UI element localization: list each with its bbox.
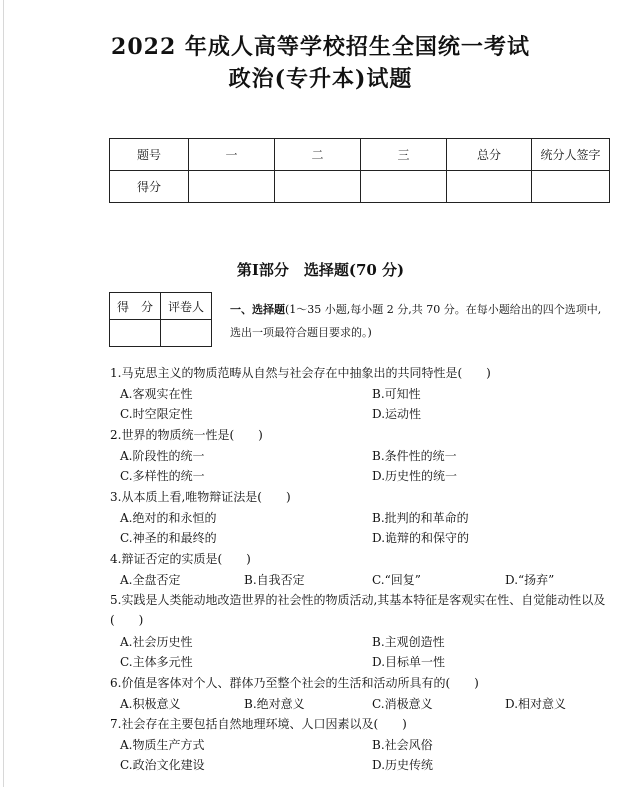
score-row-label: 得分 [110, 171, 189, 203]
score-col-label: 题号 [110, 139, 189, 171]
score-value-row [110, 171, 610, 203]
question-stem: 5.实践是人类能动地改造世界的社会性的物质活动,其基本特征是客观实在性、自觉能动性以及( ) [110, 593, 606, 627]
option: B.批判的和革命的 [372, 511, 469, 525]
option: A.全盘否定 [120, 573, 181, 587]
option: D.相对意义 [505, 697, 567, 711]
option: D.“扬弃” [505, 573, 555, 587]
option: C.主体多元性 [120, 655, 193, 669]
section-instructions [230, 298, 610, 344]
question-stem: 1.马克思主义的物质范畴从自然与社会存在中抽象出的共同特性是( ) [110, 366, 491, 380]
option: B.可知性 [372, 387, 421, 401]
score-table [109, 138, 610, 203]
grader-table [109, 292, 212, 347]
score-cell [447, 171, 532, 203]
option: C.时空限定性 [120, 407, 193, 421]
score-col-total: 总分 [447, 139, 532, 171]
score-col-1: 一 [189, 139, 275, 171]
option: D.历史性的统一 [372, 469, 458, 483]
score-cell [532, 171, 610, 203]
option: B.绝对意义 [244, 697, 305, 711]
option: D.目标单一性 [372, 655, 446, 669]
option: D.运动性 [372, 407, 422, 421]
score-cell [189, 171, 275, 203]
grader-name-label: 评卷人 [161, 293, 212, 320]
page-edge [3, 0, 4, 787]
question-stem: 6.价值是客体对个人、群体乃至整个社会的生活和活动所具有的( ) [110, 676, 479, 690]
question-stem: 7.社会存在主要包括自然地理环境、人口因素以及( ) [110, 717, 407, 731]
exam-subtitle: 政治(专升本)试题 [228, 66, 413, 92]
option: A.绝对的和永恒的 [120, 511, 217, 525]
grader-score-label: 得 分 [110, 293, 161, 320]
score-col-2: 二 [275, 139, 361, 171]
option: A.社会历史性 [120, 635, 193, 649]
option: A.积极意义 [120, 697, 181, 711]
option: C.“回复” [372, 573, 421, 587]
option: B.主观创造性 [372, 635, 445, 649]
option: C.消极意义 [372, 697, 433, 711]
question-stem: 2.世界的物质统一性是( ) [110, 428, 263, 442]
question-stem: 4.辩证否定的实质是( ) [110, 552, 251, 566]
option: C.政治文化建设 [120, 758, 205, 772]
instructions-lead: 一、选择题 [230, 303, 285, 316]
grader-score-cell [110, 320, 161, 347]
instructions-text: (1～35 小题,每小题 2 分,共 70 分。在每小题给出的四个选项中,选出一项最符合题目要求的。) [230, 303, 602, 339]
option: B.条件性的统一 [372, 449, 457, 463]
question-stem: 3.从本质上看,唯物辩证法是( ) [110, 490, 291, 504]
grader-name-cell [161, 320, 212, 347]
score-col-signature: 统分人签字 [532, 139, 610, 171]
option: A.阶段性的统一 [120, 449, 205, 463]
score-col-3: 三 [361, 139, 447, 171]
score-cell [275, 171, 361, 203]
option: D.历史传统 [372, 758, 434, 772]
option: A.客观实在性 [120, 387, 193, 401]
option: C.多样性的统一 [120, 469, 205, 483]
score-cell [361, 171, 447, 203]
section-title: 第Ⅰ部分 选择题(70 分) [236, 261, 405, 279]
option: B.社会风俗 [372, 738, 433, 752]
option: C.神圣的和最终的 [120, 531, 217, 545]
option: D.诡辩的和保守的 [372, 531, 470, 545]
option: A.物质生产方式 [120, 738, 205, 752]
option: B.自我否定 [244, 573, 305, 587]
score-header-row [110, 139, 610, 171]
exam-title: 2022 年成人高等学校招生全国统一考试 [111, 34, 530, 60]
